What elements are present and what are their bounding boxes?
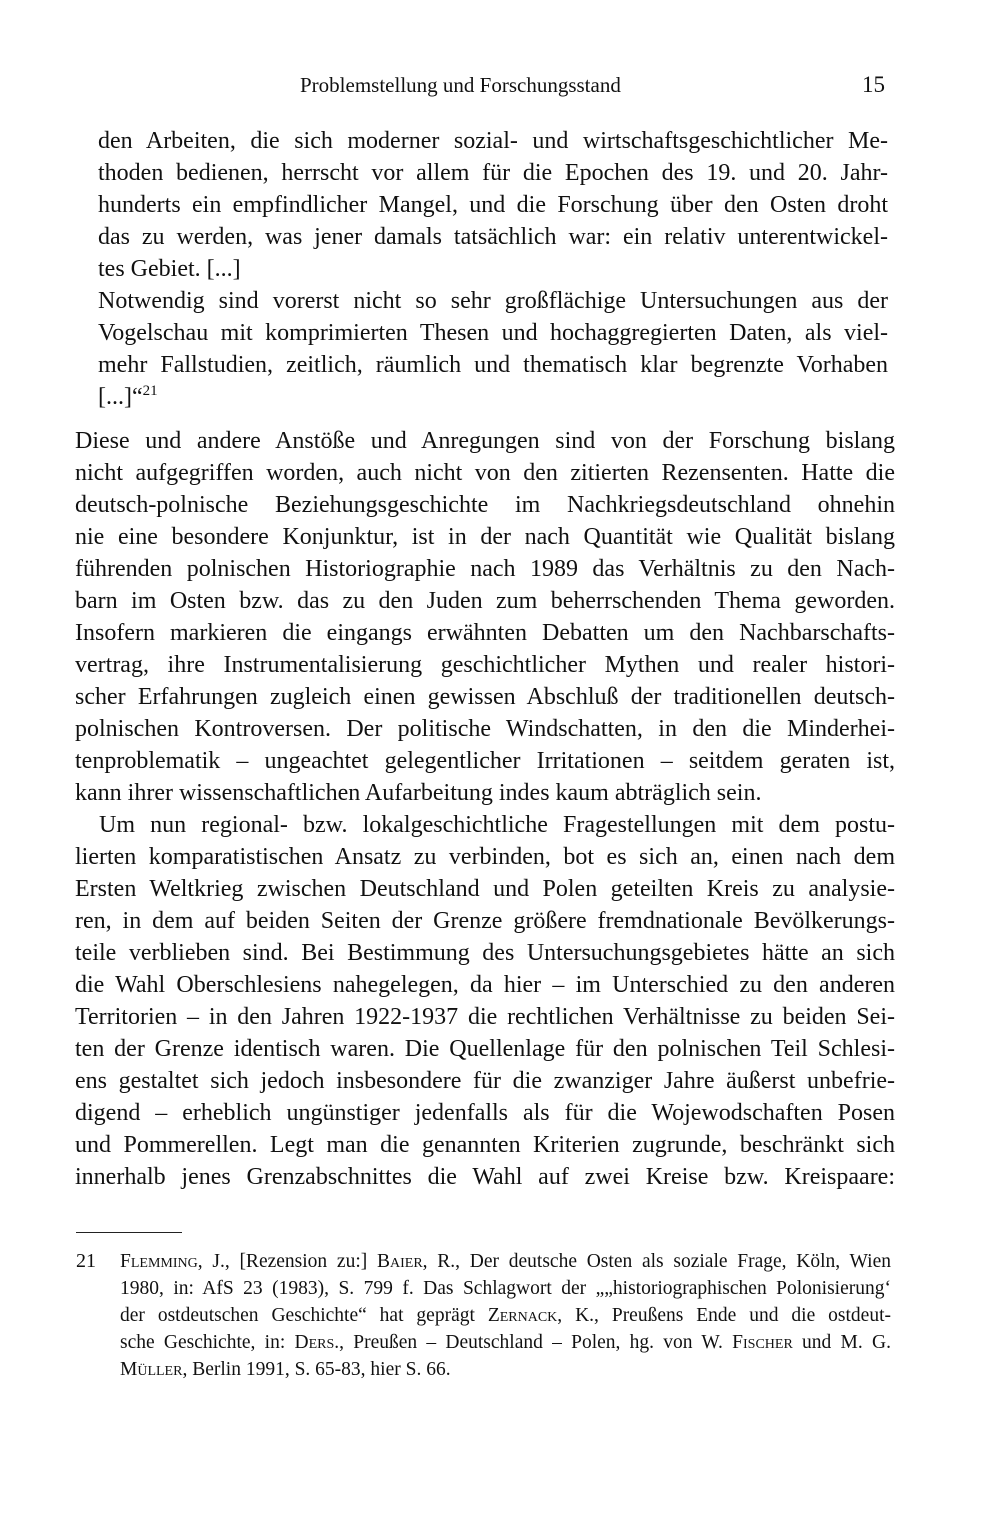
footnote-line: 1980, in: AfS 23 (1983), S. 799 f. Das Schlagwort der „„historiographischen Polonisierung‘ [120,1278,891,1299]
paragraph-line: Territorien – in den Jahren 1922-1937 die rechtlichen Verhältnisse zu beiden Sei- [75,1004,895,1030]
quote-line: Notwendig sind vorerst nicht so sehr großflächige Untersuchungen aus der [98,288,888,314]
paragraph-line: führenden polnischen Historiographie nach 1989 das Verhältnis zu den Nach- [75,556,895,582]
author-name: Fischer [732,1332,793,1353]
page-number: 15 [862,72,885,97]
footnote-text-segment: ., Preußen – Deutschland – Polen, hg. von W. [334,1332,733,1353]
footnote-line [120,1248,891,1275]
paragraph-line: nie eine besondere Konjunktur, ist in der nach Quantität wie Qualität bislang [75,524,895,550]
footnote-line [120,1302,891,1329]
quote-line: den Arbeiten, die sich moderner sozial- und wirtschaftsgeschichtlicher Me- [98,128,888,154]
quote-line: hunderts ein empfindlicher Mangel, und die Forschung über den Osten droht [98,192,888,218]
footnote-text-segment: und M. G. [792,1332,891,1353]
body-text [75,425,895,1193]
footnote-number: 21 [76,1250,96,1272]
footnote-separator [76,1232,182,1233]
paragraph-line: barn im Osten bzw. das zu den Juden zum beherrschenden Thema geworden. [75,588,895,614]
paragraph-line: digend – erheblich ungünstiger jedenfalls als für die Wojewodschaften Posen [75,1100,895,1126]
author-name: Müller [120,1359,183,1380]
footnote-text-segment: , K., Preußens Ende und die ostdeut- [557,1305,891,1326]
footnote-text-segment: , J., [Rezension zu:] [197,1251,377,1272]
paragraph-line: deutsch-polnische Beziehungsgeschichte im Nachkriegsdeutschland ohnehin [75,492,895,518]
footnote-reference[interactable]: 21 [142,383,158,399]
author-name: Flemming [120,1251,198,1272]
author-name: Zernack [487,1305,558,1326]
paragraph-line: polnischen Kontroversen. Der politische Windschatten, in den die Minderhei- [75,716,895,742]
footnote-text-segment: , R., Der deutsche Osten als soziale Frage, Köln, Wien [422,1251,891,1272]
page-header [0,70,1000,100]
paragraph-line: ten der Grenze identisch waren. Die Quellenlage für den polnischen Teil Schlesi- [75,1036,895,1062]
paragraph-line: kann ihrer wissenschaftlichen Aufarbeitung indes kaum abträglich sein. [75,780,762,806]
author-name: Ders [294,1332,335,1353]
paragraph-line: tenproblematik – ungeachtet gelegentlicher Irritationen – seitdem geraten ist, [75,748,895,774]
quote-last-line [98,381,888,413]
footnote-text-segment: , Berlin 1991, S. 65-83, hier S. 66. [182,1359,451,1380]
paragraph-line: die Wahl Oberschlesiens nahegelegen, da hier – im Unterschied zu den anderen [75,972,895,998]
paragraph-line: teile verblieben sind. Bei Bestimmung des Untersuchungsgebietes hätte an sich [75,940,895,966]
paragraph-line: ren, in dem auf beiden Seiten der Grenze größere fremdnationale Bevölkerungs- [75,908,895,934]
quote-line: tes Gebiet. [...] [98,256,241,282]
footnote-text-segment: sche Geschichte, in: [120,1332,295,1353]
paragraph-line: vertrag, ihre Instrumentalisierung geschichtlicher Mythen und realer histori- [75,652,895,678]
paragraph-line: Insofern markieren die eingangs erwähnten Debatten um den Nachbarschafts- [75,620,895,646]
quote-line: das zu werden, was jener damals tatsächlich war: ein relativ unterentwickel- [98,224,888,250]
paragraph-line: ens gestaltet sich jedoch insbesondere für die zwanziger Jahre äußerst unbefrie- [75,1068,895,1094]
paragraph [75,425,895,809]
block-quote [98,125,888,413]
paragraph-line: Ersten Weltkrieg zwischen Deutschland und Polen geteilten Kreis zu analysie- [75,876,895,902]
author-name: Baier [376,1251,423,1272]
quote-line: thoden bedienen, herrscht vor allem für die Epochen des 19. und 20. Jahr- [98,160,888,186]
quote-line: mehr Fallstudien, zeitlich, räumlich und thematisch klar begrenzte Vorhaben [98,352,888,378]
paragraph-line: nicht aufgegriffen worden, auch nicht von den zitierten Rezensenten. Hatte die [75,460,895,486]
paragraph-line: scher Erfahrungen zugleich einen gewissen Abschluß der traditionellen deutsch- [75,684,895,710]
paragraph-line: Diese und andere Anstöße und Anregungen sind von der Forschung bislang [75,428,895,454]
paragraph-line: Um nun regional- bzw. lokalgeschichtliche Fragestellungen mit dem postu- [99,812,895,838]
footnote-line [120,1356,891,1383]
paragraph-line: und Pommerellen. Legt man die genannten Kriterien zugrunde, beschränkt sich [75,1132,895,1158]
running-title: Problemstellung und Forschungsstand [300,73,621,97]
footnote-line [120,1329,891,1356]
paragraph-line: innerhalb jenes Grenzabschnittes die Wahl auf zwei Kreise bzw. Kreispaare: [75,1164,895,1190]
footnote-text [120,1248,891,1383]
footnote-text-segment: der ostdeutschen Geschichte“ hat geprägt [120,1305,488,1326]
paragraph-line: lierten komparatistischen Ansatz zu verbinden, bot es sich an, einen nach dem [75,844,895,870]
paragraph [75,809,895,1193]
quote-line-text: [...]“ [98,384,143,410]
quote-line: Vogelschau mit komprimierten Thesen und hochaggregierten Daten, als viel- [98,320,888,346]
